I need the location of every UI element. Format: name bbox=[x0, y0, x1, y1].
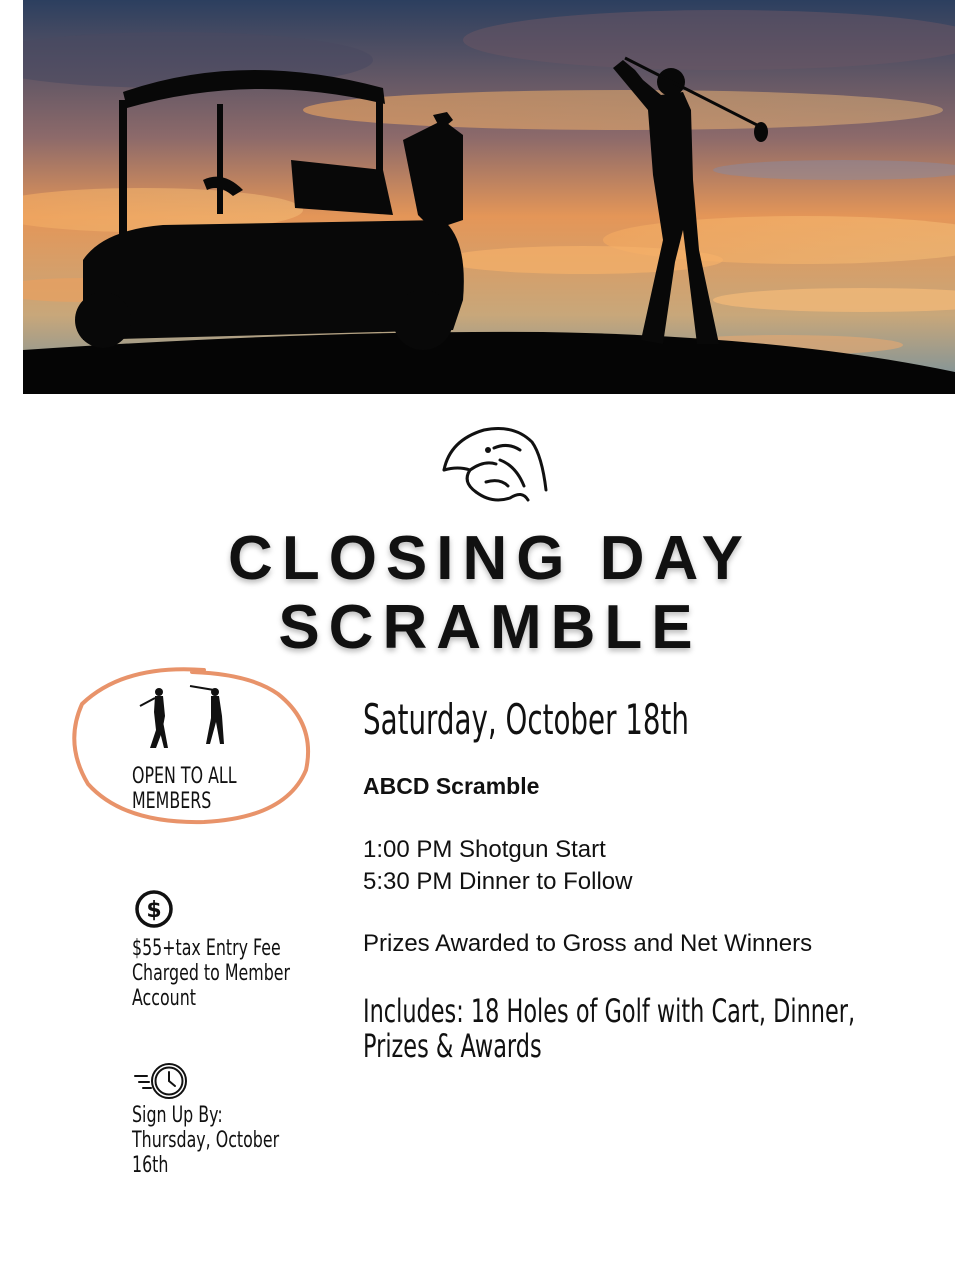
svg-text:$: $ bbox=[146, 898, 162, 923]
prizes-text: Prizes Awarded to Gross and Net Winners bbox=[363, 930, 813, 957]
eagle-head-icon bbox=[436, 420, 548, 508]
clock-icon bbox=[133, 1060, 191, 1102]
dollar-icon bbox=[134, 889, 174, 929]
scramble-format: ABCD Scramble bbox=[363, 773, 540, 799]
title-line-1: CLOSING DAY bbox=[228, 524, 752, 593]
dinner-time: 5:30 PM Dinner to Follow bbox=[363, 868, 633, 895]
event-date: Saturday, October 18th bbox=[363, 695, 689, 744]
sign-up-text: Sign Up By: Thursday, October 16th bbox=[132, 1103, 280, 1178]
title-line-2: SCRAMBLE bbox=[278, 593, 702, 662]
includes-text: Includes: 18 Holes of Golf with Cart, Dinner, Prizes & Awards bbox=[363, 992, 856, 1065]
golfers-icon bbox=[134, 682, 234, 754]
open-to-all-text: OPEN TO ALL MEMBERS bbox=[132, 764, 237, 814]
hero-image bbox=[23, 0, 955, 394]
golf-sunset-silhouette bbox=[23, 0, 955, 394]
entry-fee-text: $55+tax Entry Fee Charged to Member Account bbox=[132, 936, 291, 1011]
shotgun-start: 1:00 PM Shotgun Start bbox=[363, 836, 606, 863]
